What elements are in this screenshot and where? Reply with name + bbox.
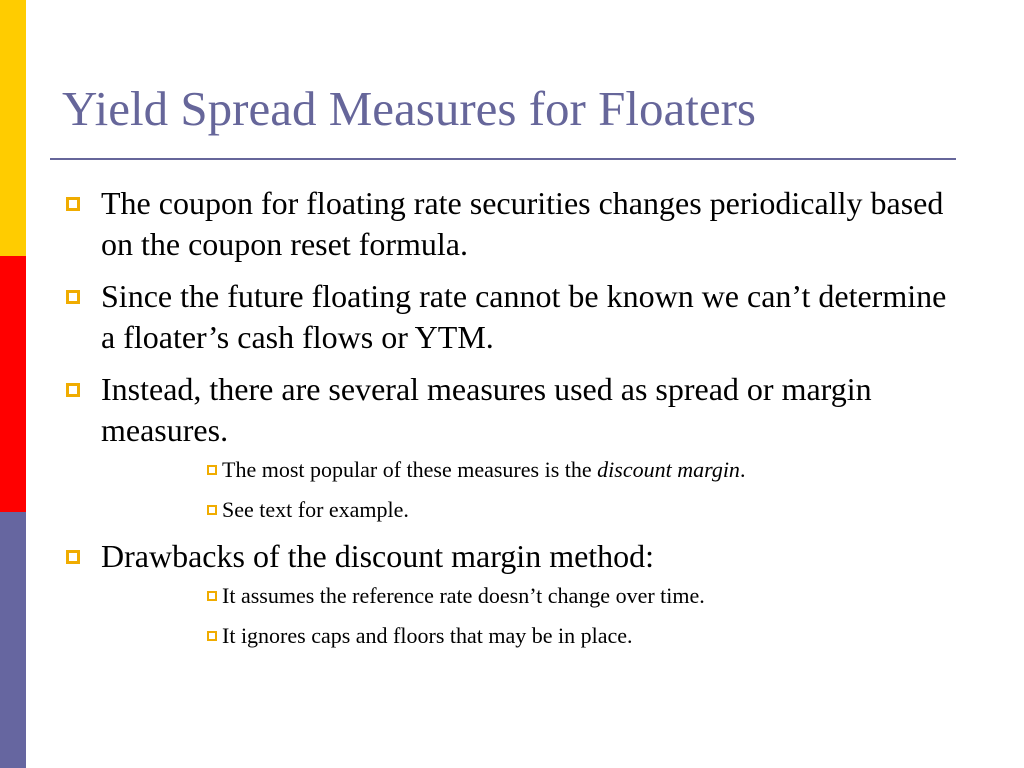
sub-bullet-text-end: . — [739, 457, 746, 482]
hollow-square-bullet-icon — [66, 383, 80, 397]
sub-bullet-list — [101, 455, 960, 525]
title-underline — [50, 158, 956, 160]
hollow-square-bullet-icon — [66, 550, 80, 564]
bullet-list — [60, 183, 960, 662]
hollow-square-bullet-icon — [207, 631, 217, 641]
sub-bullet-text: It assumes the reference rate doesn’t change over time. — [222, 583, 705, 608]
slide-title: Yield Spread Measures for Floaters — [62, 81, 756, 136]
bullet-text: Instead, there are several measures used as spread or margin measures. — [101, 371, 872, 448]
hollow-square-bullet-icon — [66, 290, 80, 304]
bullet-item — [60, 369, 960, 525]
sub-bullet-list — [101, 581, 960, 651]
hollow-square-bullet-icon — [207, 505, 217, 515]
hollow-square-bullet-icon — [66, 197, 80, 211]
hollow-square-bullet-icon — [207, 591, 217, 601]
bullet-text: Since the future floating rate cannot be known we can’t determine a floater’s cash flows or YTM. — [101, 278, 947, 355]
sub-bullet-item — [191, 581, 960, 611]
accent-bar-yellow — [0, 0, 26, 256]
sub-bullet-item — [191, 495, 960, 525]
emphasis-term: discount margin — [597, 457, 740, 482]
accent-bar-purple — [0, 512, 26, 768]
sub-bullet-item — [191, 455, 960, 485]
bullet-text: Drawbacks of the discount margin method: — [101, 538, 655, 574]
bullet-text: The coupon for floating rate securities changes periodically based on the coupon reset formula. — [101, 185, 944, 262]
sub-bullet-text: See text for example. — [222, 497, 409, 522]
sub-bullet-text: The most popular of these measures is the — [222, 457, 598, 482]
sub-bullet-text: It ignores caps and floors that may be in place. — [222, 623, 633, 648]
accent-bar-red — [0, 256, 26, 512]
hollow-square-bullet-icon — [207, 465, 217, 475]
bullet-item — [60, 183, 960, 265]
bullet-item — [60, 276, 960, 358]
sub-bullet-item — [191, 621, 960, 651]
bullet-item — [60, 536, 960, 651]
